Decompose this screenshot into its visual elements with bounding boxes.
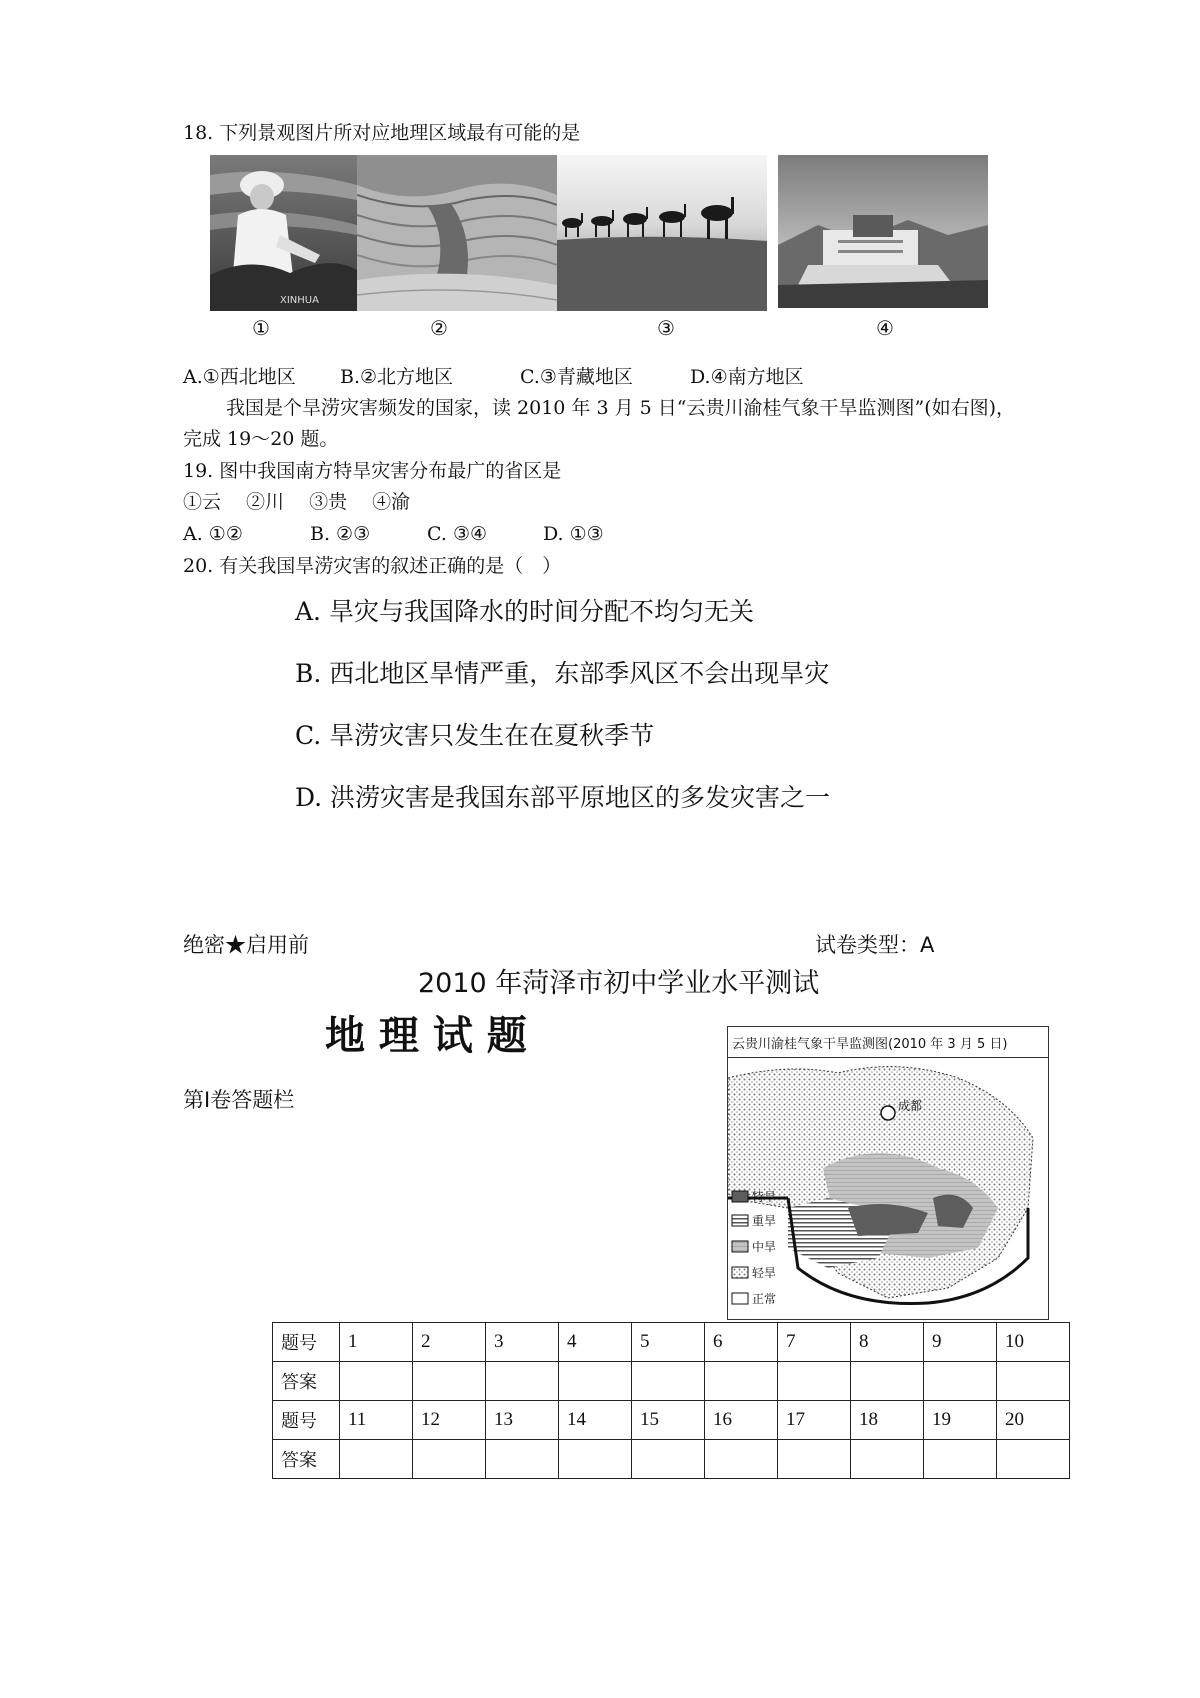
map-city-label: 成都 bbox=[898, 1099, 923, 1113]
legend-normal: 正常 bbox=[752, 1292, 777, 1306]
question-number-cell: 15 bbox=[632, 1401, 705, 1440]
answer-cell[interactable] bbox=[705, 1440, 778, 1479]
question-number-cell: 11 bbox=[340, 1401, 413, 1440]
secret-label: 绝密★启用前 bbox=[183, 933, 309, 957]
legend-severe: 重旱 bbox=[752, 1214, 777, 1228]
q18-option-a: A.①西北地区 bbox=[183, 366, 296, 388]
answer-cell[interactable] bbox=[924, 1362, 997, 1401]
answer-cell[interactable] bbox=[340, 1440, 413, 1479]
q20-option-b: B. 西北地区旱情严重，东部季风区不会出现旱灾 bbox=[295, 659, 830, 688]
photo-1-tea-picking bbox=[210, 155, 357, 311]
q20-option-a: A. 旱灾与我国降水的时间分配不均匀无关 bbox=[295, 597, 754, 626]
question-number-cell: 3 bbox=[486, 1323, 559, 1362]
answer-cell[interactable] bbox=[705, 1362, 778, 1401]
answer-cell[interactable] bbox=[413, 1362, 486, 1401]
q18-option-b: B.②北方地区 bbox=[340, 366, 454, 388]
row-label-question: 题号 bbox=[273, 1401, 340, 1440]
photo-1-watermark: XINHUA bbox=[280, 295, 319, 306]
question-number-cell: 18 bbox=[851, 1401, 924, 1440]
question-number-cell: 12 bbox=[413, 1401, 486, 1440]
question-number-cell: 4 bbox=[559, 1323, 632, 1362]
q20-option-c: C. 旱涝灾害只发生在在夏秋季节 bbox=[295, 721, 655, 750]
answer-cell[interactable] bbox=[340, 1362, 413, 1401]
q19-items: ①云 ②川 ③贵 ④渝 bbox=[183, 491, 411, 513]
answer-cell[interactable] bbox=[997, 1362, 1070, 1401]
map-title: 云贵川渝桂气象干旱监测图(2010 年 3 月 5 日) bbox=[732, 1037, 1008, 1052]
answer-cell[interactable] bbox=[559, 1440, 632, 1479]
q18-option-c: C.③青藏地区 bbox=[520, 366, 633, 388]
answer-cell[interactable] bbox=[559, 1362, 632, 1401]
legend-moderate: 中旱 bbox=[752, 1240, 777, 1254]
row-label-answer: 答案 bbox=[273, 1440, 340, 1479]
question-number-cell: 10 bbox=[997, 1323, 1070, 1362]
question-number-cell: 6 bbox=[705, 1323, 778, 1362]
table-row-answers-2 bbox=[273, 1440, 1070, 1479]
q20-option-d: D. 洪涝灾害是我国东部平原地区的多发灾害之一 bbox=[295, 783, 831, 812]
answer-cell[interactable] bbox=[997, 1440, 1070, 1479]
answer-cell[interactable] bbox=[632, 1362, 705, 1401]
answer-cell[interactable] bbox=[486, 1362, 559, 1401]
drought-map bbox=[727, 1026, 1049, 1320]
question-number-cell: 9 bbox=[924, 1323, 997, 1362]
photo-1-label: ① bbox=[252, 316, 270, 340]
legend-extreme: 特旱 bbox=[752, 1190, 777, 1204]
q19-option-d: D. ①③ bbox=[543, 523, 604, 545]
question-number-cell: 1 bbox=[340, 1323, 413, 1362]
photo-2-loess-terraces bbox=[357, 155, 557, 311]
photo-4-label: ④ bbox=[876, 316, 894, 340]
q19-option-a: A. ①② bbox=[183, 523, 243, 545]
question-number-cell: 13 bbox=[486, 1401, 559, 1440]
answer-table bbox=[272, 1322, 1070, 1479]
question-number-cell: 17 bbox=[778, 1401, 851, 1440]
q19-option-c: C. ③④ bbox=[427, 523, 488, 545]
answer-cell[interactable] bbox=[851, 1362, 924, 1401]
answer-cell[interactable] bbox=[632, 1440, 705, 1479]
paper-type-label: 试卷类型：A bbox=[815, 933, 935, 957]
intro-line-2: 完成 19～20 题。 bbox=[183, 428, 339, 450]
question-number-cell: 2 bbox=[413, 1323, 486, 1362]
exam-title: 2010 年菏泽市初中学业水平测试 bbox=[418, 968, 820, 999]
table-row-answers-1 bbox=[273, 1362, 1070, 1401]
question-number-cell: 5 bbox=[632, 1323, 705, 1362]
question-number-cell: 7 bbox=[778, 1323, 851, 1362]
photo-4-potala-palace bbox=[778, 155, 988, 308]
table-row-questions-2 bbox=[273, 1401, 1070, 1440]
photo-3-label: ③ bbox=[657, 316, 675, 340]
intro-line-1: 我国是个旱涝灾害频发的国家，读 2010 年 3 月 5 日“云贵川渝桂气象干旱监测图”(如右图)， bbox=[226, 397, 1016, 419]
question-number-cell: 20 bbox=[997, 1401, 1070, 1440]
row-label-question: 题号 bbox=[273, 1323, 340, 1362]
q18-stem: 18. 下列景观图片所对应地理区域最有可能的是 bbox=[183, 122, 581, 144]
answer-cell[interactable] bbox=[413, 1440, 486, 1479]
subject-title: 地 理 试 题 bbox=[325, 1013, 527, 1059]
photo-2-label: ② bbox=[430, 316, 448, 340]
row-label-answer: 答案 bbox=[273, 1362, 340, 1401]
answer-cell[interactable] bbox=[486, 1440, 559, 1479]
q19-option-b: B. ②③ bbox=[310, 523, 371, 545]
answer-cell[interactable] bbox=[778, 1440, 851, 1479]
q18-option-d: D.④南方地区 bbox=[690, 366, 804, 388]
map-regions bbox=[728, 1058, 1048, 1318]
q19-stem: 19. 图中我国南方特旱灾害分布最广的省区是 bbox=[183, 460, 562, 482]
photo-3-camel-caravan bbox=[557, 155, 767, 311]
question-number-cell: 8 bbox=[851, 1323, 924, 1362]
answer-cell[interactable] bbox=[924, 1440, 997, 1479]
answer-cell[interactable] bbox=[851, 1440, 924, 1479]
answer-bar-heading: 第Ⅰ卷答题栏 bbox=[183, 1088, 295, 1112]
question-number-cell: 14 bbox=[559, 1401, 632, 1440]
q20-stem: 20. 有关我国旱涝灾害的叙述正确的是（ ） bbox=[183, 555, 562, 577]
question-number-cell: 19 bbox=[924, 1401, 997, 1440]
table-row-questions-1 bbox=[273, 1323, 1070, 1362]
legend-light: 轻旱 bbox=[752, 1266, 777, 1280]
question-number-cell: 16 bbox=[705, 1401, 778, 1440]
answer-cell[interactable] bbox=[778, 1362, 851, 1401]
